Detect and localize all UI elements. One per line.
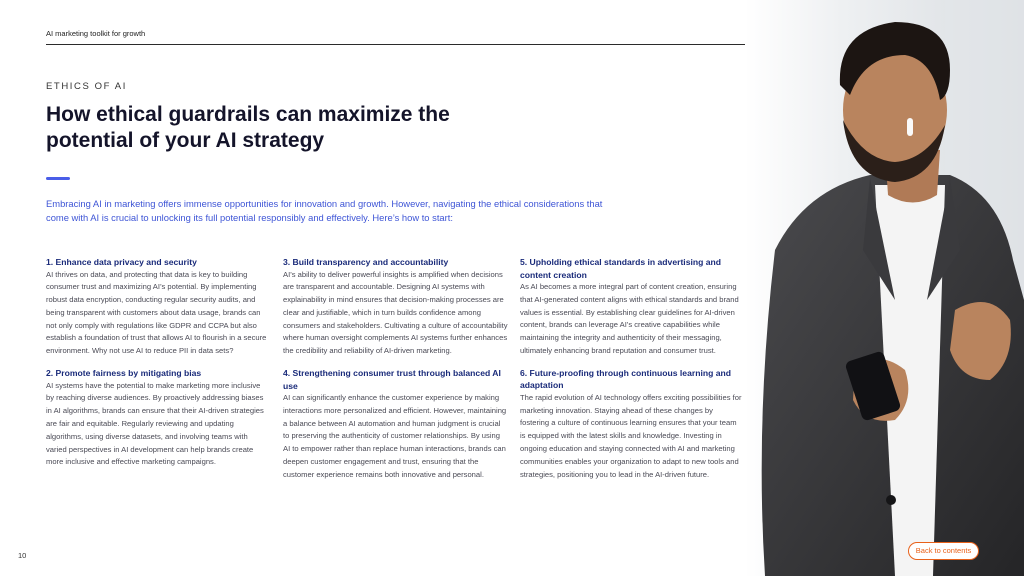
column-2 [283,256,508,491]
article-section [283,256,508,358]
document-title: AI marketing toolkit for growth [46,29,146,38]
section-body: AI can significantly enhance the customer experience by making interactions more personalized and efficient. However, maintaining a balance between AI automation and human judgment is crucial to preserving the authenticity of customer relationships. By using AI to empower rather than replace human interactions, brands can deepen customer engagement and trust, ensuring that the customer experience remains both innovative and personal. [283,393,507,479]
section-body: AI’s ability to deliver powerful insights is amplified when decisions are transparent and accountable. Designing AI systems with explainability in mind ensures that decision-making processes are clear and justifiable, which in turn builds confidence among consumers and stakeholders. Cultivating a culture of accountability where human oversight complements AI systems further enhances the credibility and reliability of AI-driven marketing. [283,269,508,356]
section-heading: 1. Enhance data privacy and security [46,257,197,267]
section-body: The rapid evolution of AI technology offers exciting possibilities for marketing innovation. Staying ahead of these changes by fostering a culture of continuous learning ensures that your team is equipped with the latest skills and knowledge. Investing in ongoing education and staying connected with AI and marketing communities enables your organization to adapt to new tools and strategies, positioning you to lead in the AI-driven future. [520,392,742,479]
section-label: ETHICS OF AI [46,81,127,92]
section-heading: 6. Future-proofing through continuous learning and adaptation [520,367,732,391]
back-to-contents-button[interactable]: Back to contents [908,542,979,560]
section-heading: 4. Strengthening consumer trust through balanced AI use [283,368,501,391]
column-3 [520,256,742,490]
accent-divider [46,177,70,180]
article-section [46,367,268,469]
section-body: As AI becomes a more integral part of content creation, ensuring that AI-generated content aligns with ethical standards and brand values is essential. By establishing clear guidelines for AI-driven content, brands can leverage AI’s creative capabilities while maintaining the integrity and authenticity of their messaging, ultimately enhancing brand reputation and consumer trust. [520,282,739,355]
article-section [520,256,742,358]
section-heading: 3. Build transparency and accountability [283,257,449,267]
page-title: How ethical guardrails can maximize the potential of your AI strategy [46,103,450,152]
column-1 [46,256,268,478]
section-heading: 5. Upholding ethical standards in advertising and content creation [520,257,722,280]
section-body: AI thrives on data, and protecting that data is key to building consumer trust and maximizing AI’s potential. By implementing robust data encryption, conducting regular security audits, and being transparent with customers about data usage, brands can not only comply with regulations like GDPR and CCPA but also establish a foundation of trust that allows AI to flourish in a secure environment. Why not use AI to reduce PII in data sets? [46,269,267,356]
article-section [283,367,508,482]
intro-paragraph: Embracing AI in marketing offers immense opportunities for innovation and growth. However, navigating the ethical considerations that come with AI is crucial to unlocking its full potential responsibly and effectively. Here’s how to start: [46,198,603,223]
article-section [520,367,742,482]
article-section [46,256,268,358]
page-number: 10 [18,551,27,560]
section-body: AI systems have the potential to make marketing more inclusive by reaching diverse audiences. By proactively addressing biases in AI algorithms, brands can ensure that their AI-driven strategies are fair and equitable. Regularly reviewing and updating algorithms, using diverse datasets, and involving teams with varied perspectives in AI development can help brands create more inclusive and effective marketing campaigns. [46,380,264,467]
hero-photo [745,0,1024,576]
section-heading: 2. Promote fairness by mitigating bias [46,368,202,379]
